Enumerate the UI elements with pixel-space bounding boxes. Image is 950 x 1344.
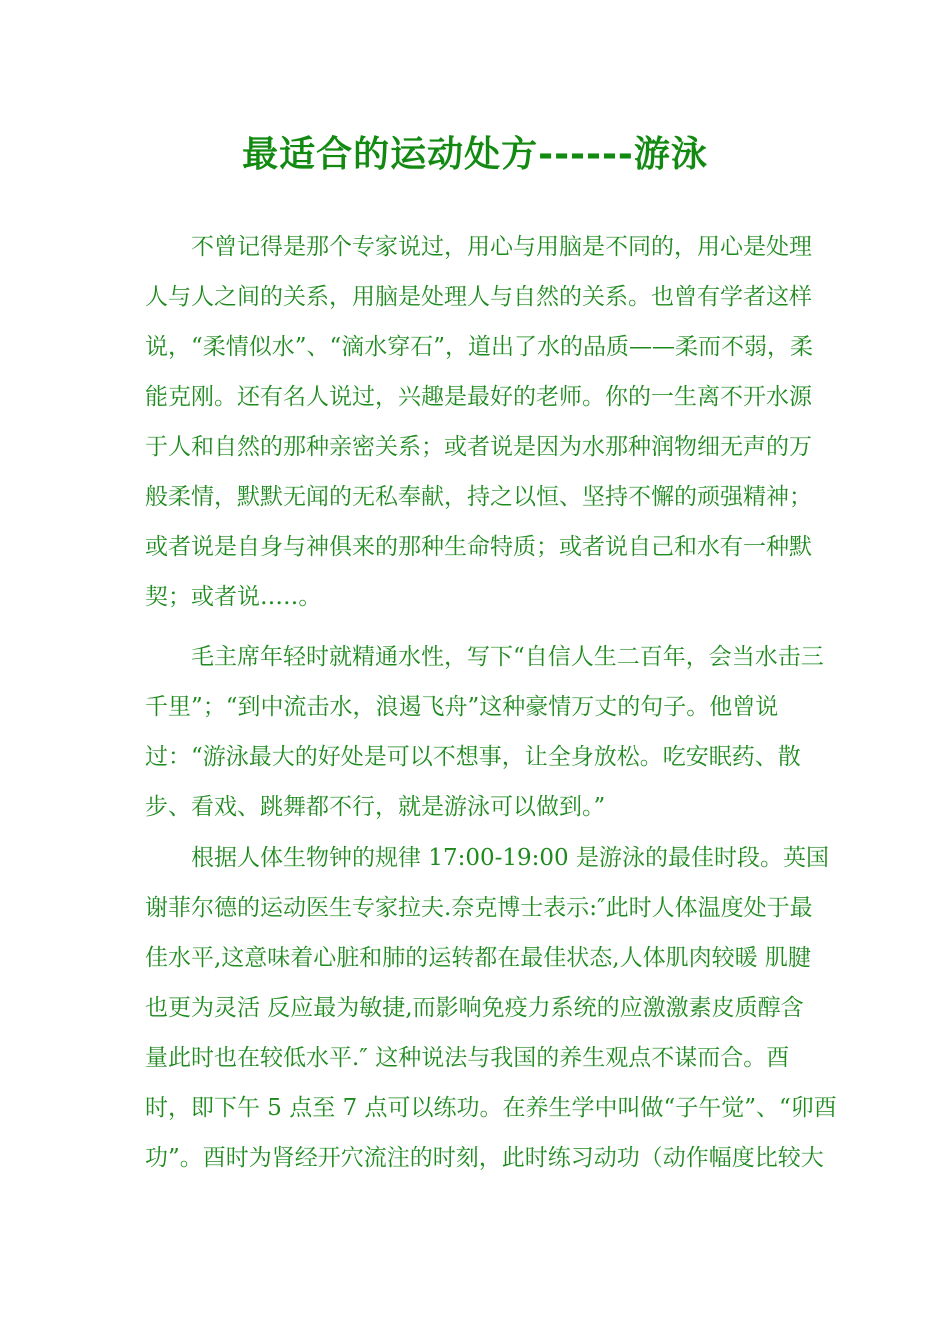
paragraph-line: 根据人体生物钟的规律 17:00-19:00 是游泳的最佳时段。英国	[145, 845, 829, 871]
paragraph-3	[145, 833, 837, 1183]
paragraph-line: 般柔情，默默无闻的无私奉献，持之以恒、坚持不懈的顽强精神；	[145, 484, 812, 510]
paragraph-line: 毛主席年轻时就精通水性，写下“自信人生二百年，会当水击三	[145, 644, 824, 670]
paragraph-line: 于人和自然的那种亲密关系；或者说是因为水那种润物细无声的万	[145, 434, 812, 460]
paragraph-line: 佳水平,这意味着心脏和肺的运转都在最佳状态,人体肌肉较暖 肌腱	[145, 945, 811, 971]
paragraph-line: 能克刚。还有名人说过，兴趣是最好的老师。你的一生离不开水源	[145, 384, 812, 410]
paragraph-line: 说，“柔情似水”、“滴水穿石”，道出了水的品质——柔而不弱，柔	[145, 334, 814, 360]
paragraph-line: 时，即下午 5 点至 7 点可以练功。在养生学中叫做“子午觉”、“卯酉	[145, 1095, 837, 1121]
paragraph-line: 或者说是自身与神俱来的那种生命特质；或者说自己和水有一种默	[145, 534, 812, 560]
paragraph-line: 不曾记得是那个专家说过，用心与用脑是不同的，用心是处理	[145, 234, 812, 260]
paragraph-line: 契；或者说…‥。	[145, 584, 322, 610]
document-title: 最适合的运动处方------游泳	[242, 134, 708, 175]
paragraph-line: 人与人之间的关系，用脑是处理人与自然的关系。也曾有学者这样	[145, 284, 812, 310]
paragraph-line: 功”。酉时为肾经开穴流注的时刻，此时练习动功（动作幅度比较大	[145, 1145, 824, 1171]
paragraph-line: 量此时也在较低水平.″ 这种说法与我国的养生观点不谋而合。酉	[145, 1045, 790, 1071]
paragraph-line: 谢菲尔德的运动医生专家拉夫.奈克博士表示:″此时人体温度处于最	[145, 895, 813, 921]
paragraph-line: 千里”；“到中流击水，浪遏飞舟”这种豪情万丈的句子。他曾说	[145, 694, 779, 720]
paragraph-line: 步、看戏、跳舞都不行，就是游泳可以做到。”	[145, 794, 606, 820]
paragraph-line: 过：“游泳最大的好处是可以不想事，让全身放松。吃安眠药、散	[145, 744, 801, 770]
paragraph-2	[145, 632, 824, 832]
paragraph-1	[145, 222, 814, 622]
paragraph-line: 也更为灵活 反应最为敏捷,而影响免疫力系统的应激激素皮质醇含	[145, 995, 804, 1021]
